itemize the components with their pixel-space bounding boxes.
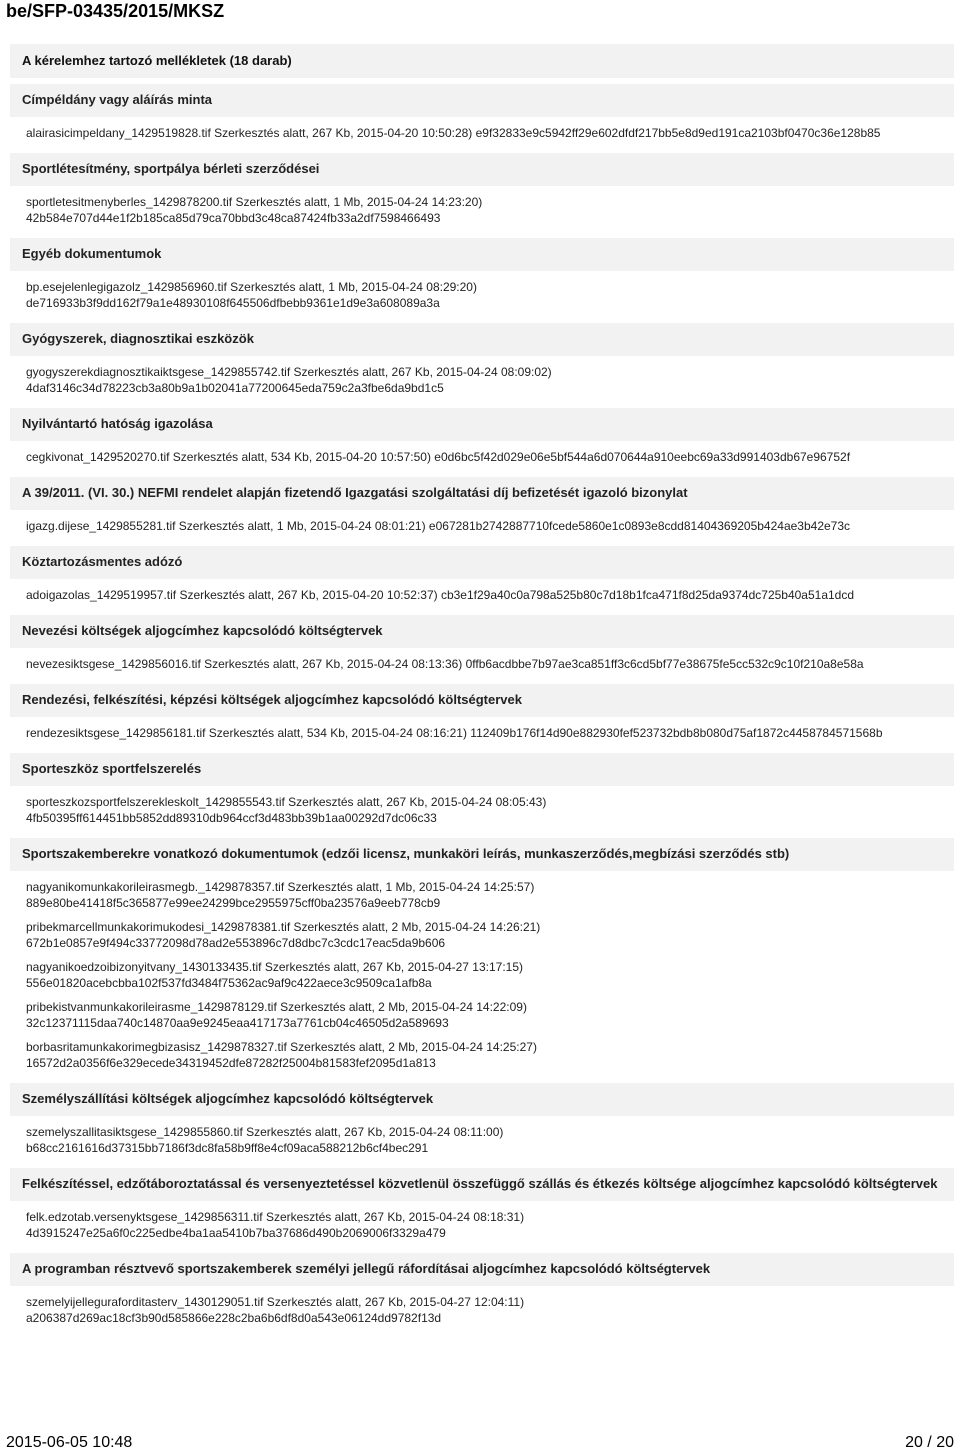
file-hash: 672b1e0857e9f494c33772098d78ad2e553896c7d8dbc7c3cdc17eac5da9b606: [26, 936, 446, 950]
file-info: igazg.dijese_1429855281.tif Szerkesztés alatt, 1 Mb, 2015-04-24 08:01:21) e067281b2742887710fcede5860e1c0893e8cdd81404369205b424ae3b42e73c: [26, 519, 851, 533]
file-info: nevezesiktsgese_1429856016.tif Szerkesztés alatt, 267 Kb, 2015-04-24 08:13:36) 0ffb6acdbbe7b97ae3ca851ff3c6cd5bf77e38675fe5cc532c9c10f210a8e58a: [26, 657, 864, 671]
section-title: Címpéldány vagy aláírás minta: [10, 84, 954, 117]
file-hash: 4d3915247e25a6f0c225edbe4ba1aa5410b7ba37686d490b2069006f3329a479: [26, 1226, 446, 1240]
file-entry: [10, 1201, 954, 1241]
file-info: pribekmarcellmunkakorimukodesi_1429878381.tif Szerkesztés alatt, 2 Mb, 2015-04-24 14:26:21): [26, 920, 541, 934]
file-hash: 889e80be41418f5c365877e99ee24299bce2955975cff0ba23576a9eeb778cb9: [26, 896, 441, 910]
attachment-section: [10, 546, 954, 615]
footer-page-number: 20 / 20: [905, 1434, 954, 1451]
file-info: pribekistvanmunkakorileirasme_1429878129.tif Szerkesztés alatt, 2 Mb, 2015-04-24 14:22:09): [26, 1000, 527, 1014]
file-hash: 4fb50395ff614451bb5852dd89310db964ccf3d483bb39b1aa00292d7dc06c33: [26, 811, 437, 825]
attachment-section: [10, 1168, 954, 1253]
file-info: gyogyszerekdiagnosztikaiktsgese_1429855742.tif Szerkesztés alatt, 267 Kb, 2015-04-24 08:09:02): [26, 365, 552, 379]
file-info: adoigazolas_1429519957.tif Szerkesztés alatt, 267 Kb, 2015-04-20 10:52:37) cb3e1f29a40c0a798a525b80c7d18b1fca471f8d25da9374dc725b40a51a1dcd: [26, 588, 855, 602]
file-info: szemelyszallitasiktsgese_1429855860.tif Szerkesztés alatt, 267 Kb, 2015-04-24 08:11:00): [26, 1125, 504, 1139]
file-entry: [10, 911, 954, 951]
attachments-title: A kérelemhez tartozó mellékletek (18 darab): [10, 44, 954, 78]
file-info: felk.edzotab.versenyktsgese_1429856311.tif Szerkesztés alatt, 267 Kb, 2015-04-24 08:18:31): [26, 1210, 525, 1224]
attachment-section: [10, 615, 954, 684]
file-hash: de716933b3f9dd162f79a1e48930108f645506dfbebb9361e1d9e3a608089a3a: [26, 296, 440, 310]
file-info: cegkivonat_1429520270.tif Szerkesztés alatt, 534 Kb, 2015-04-20 10:57:50) e0d6bc5f42d029e06e5bf544a6d070644a910eebc69a33d991403db67e96752f: [26, 450, 851, 464]
document-id: be/SFP-03435/2015/MKSZ: [6, 1, 225, 21]
attachment-section: [10, 238, 954, 323]
attachment-section: [10, 1083, 954, 1168]
file-hash: 4daf3146c34d78223cb3a80b9a1b02041a77200645eda759c2a3fbe6da9bd1c5: [26, 381, 444, 395]
file-entry: [10, 579, 954, 603]
file-entry: [10, 871, 954, 911]
section-title: Köztartozásmentes adózó: [10, 546, 954, 579]
file-hash: 16572d2a0356f6e329ecede34319452dfe87282f25004b81583fef2095d1a813: [26, 1056, 436, 1070]
file-list: [10, 786, 954, 838]
file-info: sportletesitmenyberles_1429878200.tif Szerkesztés alatt, 1 Mb, 2015-04-24 14:23:20): [26, 195, 483, 209]
attachment-section: [10, 408, 954, 477]
file-entry: [10, 510, 954, 534]
attachment-section: [10, 84, 954, 153]
attachment-sections: [10, 84, 954, 1338]
file-entry: [10, 717, 954, 741]
file-list: [10, 1286, 954, 1338]
section-title: A 39/2011. (VI. 30.) NEFMI rendelet alapján fizetendő Igazgatási szolgáltatási díj befizetését igazoló bizonylat: [10, 477, 954, 510]
section-title: Nyilvántartó hatóság igazolása: [10, 408, 954, 441]
attachment-section: [10, 838, 954, 1083]
file-entry: [10, 271, 954, 311]
attachment-section: [10, 684, 954, 753]
section-title: Sportlétesítmény, sportpálya bérleti szerződései: [10, 153, 954, 186]
attachment-section: [10, 477, 954, 546]
section-title: Személyszállítási költségek aljogcímhez kapcsolódó költségtervek: [10, 1083, 954, 1116]
section-title: Rendezési, felkészítési, képzési költségek aljogcímhez kapcsolódó költségtervek: [10, 684, 954, 717]
file-info: nagyanikomunkakorileirasmegb._1429878357.tif Szerkesztés alatt, 1 Mb, 2015-04-24 14:25:57): [26, 880, 535, 894]
section-title: Sporteszköz sportfelszerelés: [10, 753, 954, 786]
file-info: sporteszkozsportfelszerekleskolt_1429855543.tif Szerkesztés alatt, 267 Kb, 2015-04-24 08:05:43): [26, 795, 547, 809]
file-info: nagyanikoedzoibizonyitvany_1430133435.tif Szerkesztés alatt, 267 Kb, 2015-04-27 13:17:15): [26, 960, 524, 974]
file-info: szemelyijelleguraforditasterv_1430129051.tif Szerkesztés alatt, 267 Kb, 2015-04-27 12:04:11): [26, 1295, 525, 1309]
section-title: Egyéb dokumentumok: [10, 238, 954, 271]
file-hash: 42b584e707d44e1f2b185ca85d79ca70bbd3c48ca87424fb33a2df7598466493: [26, 211, 441, 225]
file-entry: [10, 441, 954, 465]
file-list: [10, 579, 954, 615]
file-list: [10, 117, 954, 153]
file-entry: [10, 117, 954, 141]
attachment-section: [10, 153, 954, 238]
attachment-section: [10, 323, 954, 408]
section-title: Sportszakemberekre vonatkozó dokumentumok (edzői licensz, munkaköri leírás, munkaszerződés,megbízási szerződés stb): [10, 838, 954, 871]
file-list: [10, 356, 954, 408]
file-entry: [10, 1286, 954, 1326]
file-entry: [10, 356, 954, 396]
file-list: [10, 1116, 954, 1168]
file-list: [10, 1201, 954, 1253]
file-info: bp.esejelenlegigazolz_1429856960.tif Szerkesztés alatt, 1 Mb, 2015-04-24 08:29:20): [26, 280, 477, 294]
file-entry: [10, 648, 954, 672]
file-list: [10, 648, 954, 684]
section-title: Nevezési költségek aljogcímhez kapcsolódó költségtervek: [10, 615, 954, 648]
file-hash: b68cc2161616d37315bb7186f3dc8fa58b9ff8e4cf09aca588212b6cf4bec291: [26, 1141, 429, 1155]
attachment-section: [10, 1253, 954, 1338]
file-info: rendezesiktsgese_1429856181.tif Szerkesztés alatt, 534 Kb, 2015-04-24 08:16:21) 112409b176f14d90e882930fef523732bdb8b080d75af1872c4458784571568b: [26, 726, 883, 740]
file-list: [10, 717, 954, 753]
file-list: [10, 441, 954, 477]
footer-date: 2015-06-05 10:48: [6, 1434, 133, 1451]
file-entry: [10, 991, 954, 1031]
file-entry: [10, 786, 954, 826]
file-entry: [10, 1116, 954, 1156]
file-hash: a206387d269ac18cf3b90d585866e228c2ba6b6df8d0a543e06124dd9782f13d: [26, 1311, 442, 1325]
file-hash: 32c12371115daa740c14870aa9e9245eaa417173a7761cb04c46505d2a589693: [26, 1016, 449, 1030]
section-title: Felkészítéssel, edzőtáboroztatással és versenyeztetéssel közvetlenül összefüggő szállás és étkezés költsége aljogcímhez kapcsolódó költségtervek: [10, 1168, 954, 1201]
file-entry: [10, 186, 954, 226]
file-list: [10, 510, 954, 546]
section-title: Gyógyszerek, diagnosztikai eszközök: [10, 323, 954, 356]
file-entry: [10, 1031, 954, 1071]
attachment-section: [10, 753, 954, 838]
file-hash: 556e01820acebcbba102f537fd3484f75362ac9af9c422aece3c9509ca1afb8a: [26, 976, 432, 990]
file-info: alairasicimpeldany_1429519828.tif Szerkesztés alatt, 267 Kb, 2015-04-20 10:50:28) e9f32833e9c5942ff29e602dfdf217bb5e8d9ed191ca2103bf0470c36e128b85: [26, 126, 881, 140]
section-title: A programban résztvevő sportszakemberek személyi jellegű ráfordításai aljogcímhez kapcsolódó költségtervek: [10, 1253, 954, 1286]
file-info: borbasritamunkakorimegbizasisz_1429878327.tif Szerkesztés alatt, 2 Mb, 2015-04-24 14:25:27): [26, 1040, 537, 1054]
file-list: [10, 271, 954, 323]
file-list: [10, 871, 954, 1083]
file-list: [10, 186, 954, 238]
file-entry: [10, 951, 954, 991]
